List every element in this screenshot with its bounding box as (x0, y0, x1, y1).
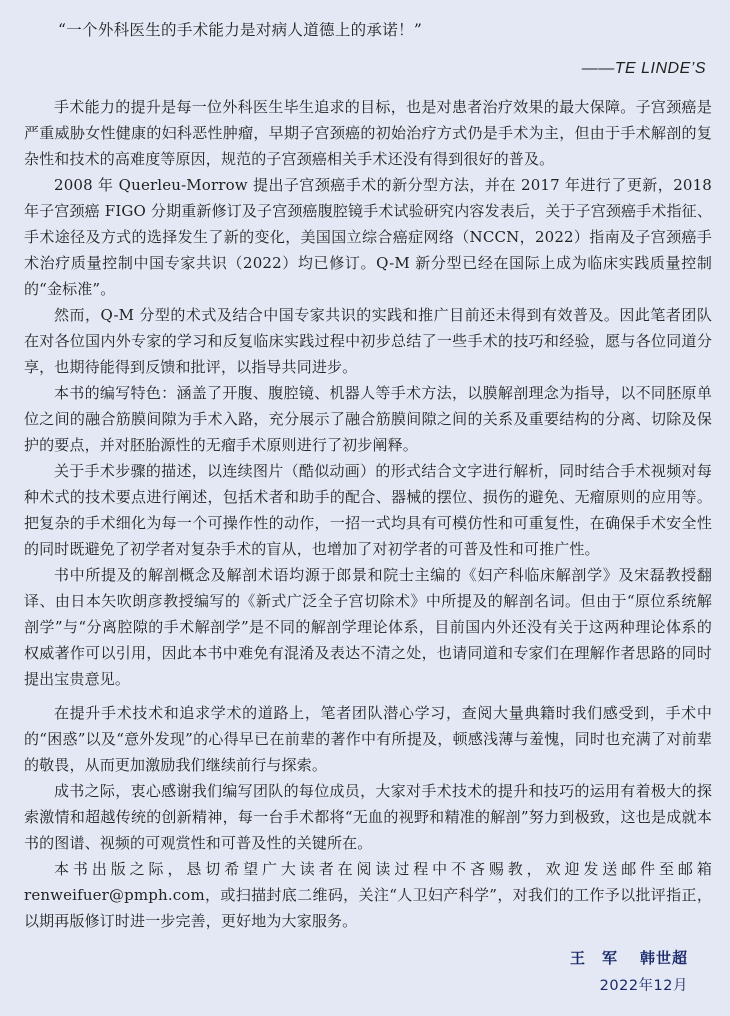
preface-body (24, 94, 712, 934)
paragraph-8: 成书之际，衷心感谢我们编写团队的每位成员，大家对手术技术的提升和技巧的运用有着极大的探索激情和超越传统的创新精神，每一台手术都将“无血的视野和精准的解剖”努力到极致，这也是成就本书的图谱、视频的可观赏性和可普及性的关键所在。 (24, 782, 712, 852)
epigraph-quote: “一个外科医生的手术能力是对病人道德上的承诺！” (58, 21, 423, 39)
author-name-2: 韩世超 (639, 949, 688, 967)
paragraph-7: 在提升手术技术和追求学术的道路上，笔者团队潜心学习，查阅大量典籍时我们感受到，手术中的“困惑”以及“意外发现”的心得早已在前辈的著作中有所提及，顿感浅薄与羞愧，同时也充满了对前辈的敬畏，从而更加激励我们继续前行与探索。 (24, 704, 712, 774)
paragraph-9: 本书出版之际，恳切希望广大读者在阅读过程中不吝赐教，欢迎发送邮件至邮箱 renweifuer@pmph.com，或扫描封底二维码，关注“人卫妇产科学”，对我们的工作予以批评指正，以期再版修订时进一步完善，更好地为大家服务。 (24, 860, 712, 930)
epigraph-source: ——TE LINDE’S (581, 60, 706, 77)
signature-authors (570, 947, 688, 968)
paragraph-2: 2008 年 Querleu-Morrow 提出子宫颈癌手术的新分型方法，并在 2017 年进行了更新，2018 年子宫颈癌 FIGO 分期重新修订及子宫颈癌腹腔镜手术试验研究内容发表后，关于子宫颈癌手术指征、手术途径及方式的选择发生了新的变化，美国国立综合癌症网络（NCCN，2022）指南及子宫颈癌手术治疗质量控制中国专家共识（2022）均已修订。Q-M 新分型已经在国际上成为临床实践质量控制的“金标准”。 (24, 176, 712, 298)
paragraph-1: 手术能力的提升是每一位外科医生毕生追求的目标，也是对患者治疗效果的最大保障。子宫颈癌是严重威胁女性健康的妇科恶性肿瘤，早期子宫颈癌的初始治疗方式仍是手术为主，但由于手术解剖的复杂性和技术的高难度等原因，规范的子宫颈癌相关手术还没有得到很好的普及。 (24, 98, 712, 168)
paragraph-6: 书中所提及的解剖概念及解剖术语均源于郎景和院士主编的《妇产科临床解剖学》及宋磊教授翻译、由日本矢吹朗彦教授编写的《新式广泛全子宫切除术》中所提及的解剖名词。但由于“原位系统解剖学”与“分离腔隙的手术解剖学”是不同的解剖学理论体系，目前国内外还没有关于这两种理论体系的权威著作可以引用，因此本书中难免有混淆及表达不清之处，也请同道和专家们在理解作者思路的同时提出宝贵意见。 (24, 566, 712, 688)
paragraph-3: 然而，Q-M 分型的术式及结合中国专家共识的实践和推广目前还未得到有效普及。因此笔者团队在对各位国内外专家的学习和反复临床实践过程中初步总结了一些手术的技巧和经验，愿与各位同道分享，也期待能得到反馈和批评，以指导共同进步。 (24, 306, 712, 376)
author-name-1: 王 军 (569, 949, 618, 967)
signature-date: 2022年12月 (599, 978, 688, 994)
paragraph-4: 本书的编写特色：涵盖了开腹、腹腔镜、机器人等手术方法，以膜解剖理念为指导，以不同胚原单位之间的融合筋膜间隙为手术入路，充分展示了融合筋膜间隙之间的关系及重要结构的分离、切除及保护的要点，并对胚胎源性的无瘤手术原则进行了初步阐释。 (24, 384, 712, 454)
paragraph-5: 关于手术步骤的描述，以连续图片（酷似动画）的形式结合文字进行解析，同时结合手术视频对每种术式的技术要点进行阐述，包括术者和助手的配合、器械的摆位、损伤的避免、无瘤原则的应用等。把复杂的手术细化为每一个可操作性的动作，一招一式均具有可模仿性和可重复性，在确保手术安全性的同时既避免了初学者对复杂手术的盲从，也增加了对初学者的可普及性和可推广性。 (24, 462, 712, 558)
